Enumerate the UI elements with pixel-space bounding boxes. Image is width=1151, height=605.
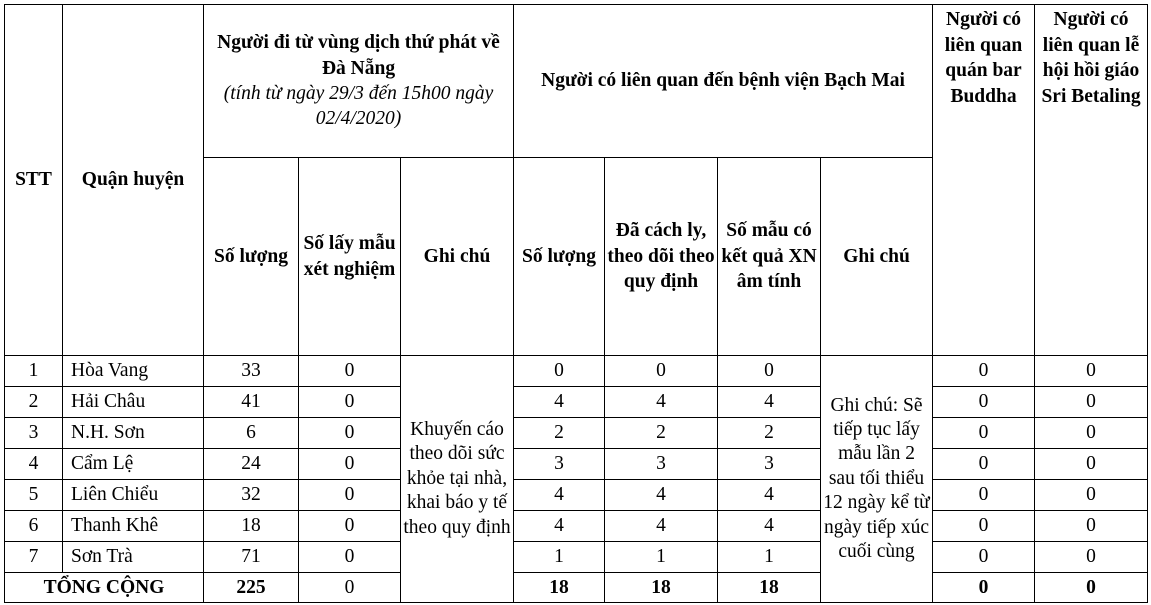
row-g1-sampled: 0 <box>299 387 401 418</box>
total-bar: 0 <box>933 573 1035 603</box>
header-group-travelers <box>204 5 514 158</box>
row-festival: 0 <box>1035 511 1148 542</box>
row-g2-negative: 1 <box>718 542 821 573</box>
row-g2-isolated: 4 <box>605 480 718 511</box>
g1-note-cell: Khuyến cáo theo dõi sức khỏe tại nhà, khai báo y tế theo quy định <box>401 356 514 603</box>
row-g2-negative: 4 <box>718 511 821 542</box>
row-festival: 0 <box>1035 356 1148 387</box>
total-row <box>5 573 1148 603</box>
total-festival: 0 <box>1035 573 1148 603</box>
row-district: N.H. Sơn <box>63 418 204 449</box>
row-g1-count: 6 <box>204 418 299 449</box>
total-g2-isolated: 18 <box>605 573 718 603</box>
row-g1-count: 32 <box>204 480 299 511</box>
row-g2-count: 3 <box>514 449 605 480</box>
row-stt: 5 <box>5 480 63 511</box>
table-row <box>5 480 1148 511</box>
total-g2-count: 18 <box>514 573 605 603</box>
row-g2-isolated: 4 <box>605 387 718 418</box>
row-g1-sampled: 0 <box>299 356 401 387</box>
row-g2-negative: 0 <box>718 356 821 387</box>
row-g2-isolated: 4 <box>605 511 718 542</box>
row-g1-sampled: 0 <box>299 449 401 480</box>
row-g1-count: 24 <box>204 449 299 480</box>
group-travelers-date-range: (tính từ ngày 29/3 đến 15h00 ngày 02/4/2020) <box>223 83 494 130</box>
row-g1-count: 33 <box>204 356 299 387</box>
row-district: Hải Châu <box>63 387 204 418</box>
header-g1-count: Số lượng <box>204 158 299 356</box>
row-bar: 0 <box>933 449 1035 480</box>
header-g1-sampled: Số lấy mẫu xét nghiệm <box>299 158 401 356</box>
row-bar: 0 <box>933 356 1035 387</box>
row-festival: 0 <box>1035 387 1148 418</box>
total-g2-negative: 18 <box>718 573 821 603</box>
table-row <box>5 356 1148 387</box>
row-g2-isolated: 3 <box>605 449 718 480</box>
row-stt: 3 <box>5 418 63 449</box>
header-group-buddha-bar: Người có liên quan quán bar Buddha <box>933 5 1035 356</box>
row-stt: 1 <box>5 356 63 387</box>
row-bar: 0 <box>933 480 1035 511</box>
row-g2-negative: 3 <box>718 449 821 480</box>
row-g1-sampled: 0 <box>299 418 401 449</box>
header-g1-note: Ghi chú <box>401 158 514 356</box>
table-row <box>5 449 1148 480</box>
header-g2-negative: Số mẫu có kết quả XN âm tính <box>718 158 821 356</box>
table-row <box>5 542 1148 573</box>
header-stt: STT <box>5 5 63 356</box>
row-g2-isolated: 0 <box>605 356 718 387</box>
row-festival: 0 <box>1035 480 1148 511</box>
header-g2-count: Số lượng <box>514 158 605 356</box>
row-g2-negative: 4 <box>718 387 821 418</box>
row-g2-count: 0 <box>514 356 605 387</box>
row-district: Liên Chiểu <box>63 480 204 511</box>
table-row <box>5 387 1148 418</box>
row-g1-sampled: 0 <box>299 542 401 573</box>
row-stt: 2 <box>5 387 63 418</box>
row-district: Cẩm Lệ <box>63 449 204 480</box>
table-row <box>5 418 1148 449</box>
row-g2-count: 4 <box>514 480 605 511</box>
row-g2-count: 4 <box>514 387 605 418</box>
table-row <box>5 511 1148 542</box>
row-g1-count: 41 <box>204 387 299 418</box>
row-g2-count: 2 <box>514 418 605 449</box>
group-travelers-title: Người đi từ vùng dịch thứ phát về Đà Nẵng <box>217 32 500 79</box>
row-g2-count: 4 <box>514 511 605 542</box>
g2-note-cell: Ghi chú: Sẽ tiếp tục lấy mẫu lần 2 sau tối thiểu 12 ngày kể từ ngày tiếp xúc cuối cùng <box>821 356 933 603</box>
row-district: Sơn Trà <box>63 542 204 573</box>
row-g2-isolated: 2 <box>605 418 718 449</box>
row-district: Thanh Khê <box>63 511 204 542</box>
row-bar: 0 <box>933 542 1035 573</box>
row-stt: 4 <box>5 449 63 480</box>
row-g2-count: 1 <box>514 542 605 573</box>
row-g2-negative: 2 <box>718 418 821 449</box>
header-district: Quận huyện <box>63 5 204 356</box>
row-stt: 6 <box>5 511 63 542</box>
total-label: TỔNG CỘNG <box>5 573 204 603</box>
total-g1-count: 225 <box>204 573 299 603</box>
row-stt: 7 <box>5 542 63 573</box>
header-group-bach-mai: Người có liên quan đến bệnh viện Bạch Mai <box>514 5 933 158</box>
row-g1-sampled: 0 <box>299 511 401 542</box>
row-festival: 0 <box>1035 418 1148 449</box>
total-g1-sampled: 0 <box>299 573 401 603</box>
row-g2-negative: 4 <box>718 480 821 511</box>
row-g2-isolated: 1 <box>605 542 718 573</box>
row-bar: 0 <box>933 511 1035 542</box>
row-bar: 0 <box>933 418 1035 449</box>
covid-report-table <box>4 4 1148 603</box>
row-festival: 0 <box>1035 542 1148 573</box>
row-bar: 0 <box>933 387 1035 418</box>
header-group-sri-betaling: Người có liên quan lễ hội hồi giáo Sri Betaling <box>1035 5 1148 356</box>
row-g1-count: 71 <box>204 542 299 573</box>
row-district: Hòa Vang <box>63 356 204 387</box>
row-g1-sampled: 0 <box>299 480 401 511</box>
row-festival: 0 <box>1035 449 1148 480</box>
row-g1-count: 18 <box>204 511 299 542</box>
header-g2-isolated: Đã cách ly, theo dõi theo quy định <box>605 158 718 356</box>
header-g2-note: Ghi chú <box>821 158 933 356</box>
